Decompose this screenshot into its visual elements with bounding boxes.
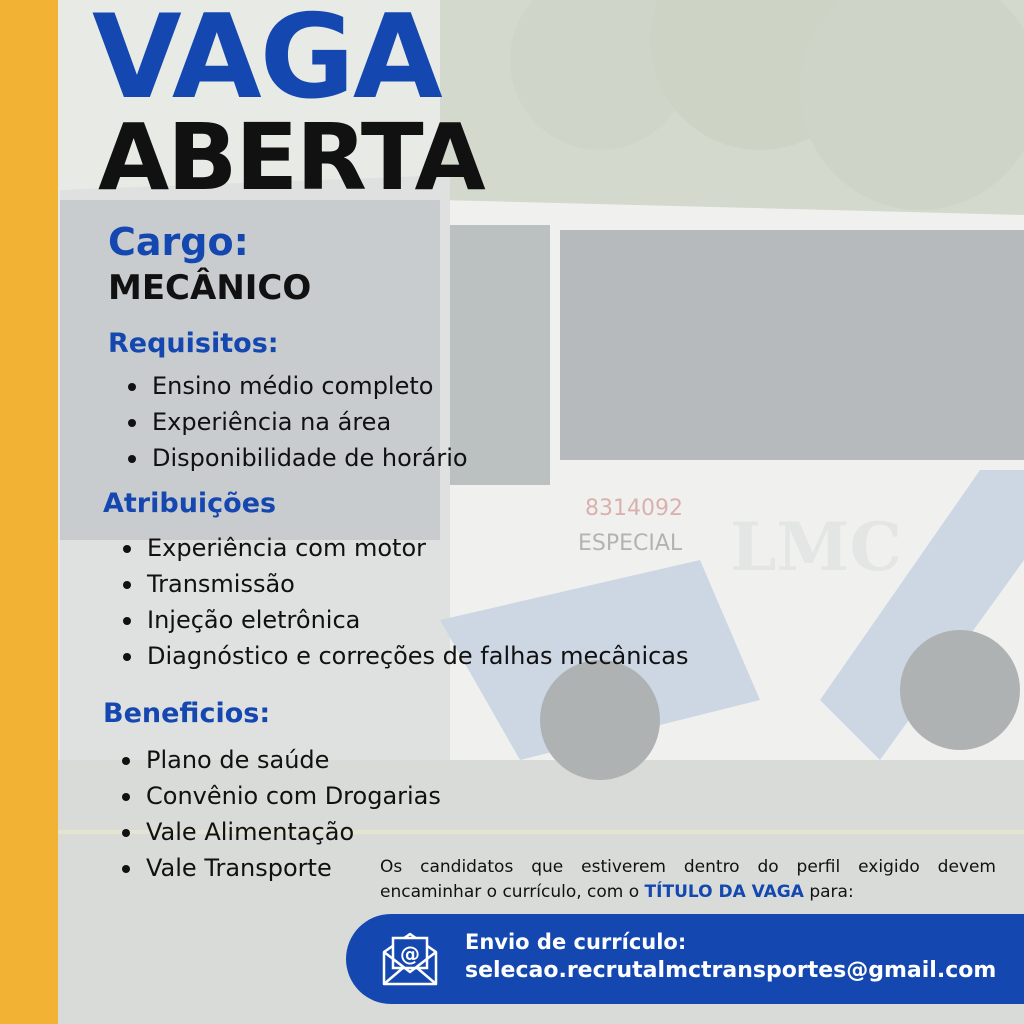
headline-vaga: VAGA <box>92 0 441 125</box>
list-item: Experiência na área <box>124 404 468 440</box>
requisitos-list <box>124 368 468 476</box>
list-item: Convênio com Drogarias <box>118 778 441 814</box>
atribuicoes-list <box>119 530 689 674</box>
list-item: Injeção eletrônica <box>119 602 689 638</box>
list-item: Plano de saúde <box>118 742 441 778</box>
list-item: Diagnóstico e correções de falhas mecânicas <box>119 638 689 674</box>
list-item: Experiência com motor <box>119 530 689 566</box>
list-item: Ensino médio completo <box>124 368 468 404</box>
contact-label: Envio de currículo: <box>465 930 687 954</box>
requisitos-title: Requisitos: <box>108 328 279 359</box>
cargo-label: Cargo: <box>108 220 249 264</box>
accent-bar <box>0 0 58 1024</box>
svg-text:@: @ <box>400 942 420 966</box>
job-title-highlight: TÍTULO DA VAGA <box>644 882 804 902</box>
list-item: Transmissão <box>119 566 689 602</box>
beneficios-title: Beneficios: <box>103 698 271 729</box>
cargo-value: MECÂNICO <box>108 268 312 308</box>
contact-email-link[interactable]: selecao.recrutalmctransportes@gmail.com <box>465 958 997 983</box>
instructions-text-end: para: <box>803 882 854 902</box>
list-item: Disponibilidade de horário <box>124 440 468 476</box>
envelope-at-icon <box>380 928 440 988</box>
instructions-text: Os candidatos que estiverem dentro do perfil exigido devem encaminhar o currículo, com o <box>380 857 996 902</box>
list-item: Vale Transporte <box>118 850 441 886</box>
headline-aberta: ABERTA <box>98 104 484 211</box>
atribuicoes-title: Atribuições <box>103 488 277 519</box>
list-item: Vale Alimentação <box>118 814 441 850</box>
application-instructions <box>380 855 996 905</box>
